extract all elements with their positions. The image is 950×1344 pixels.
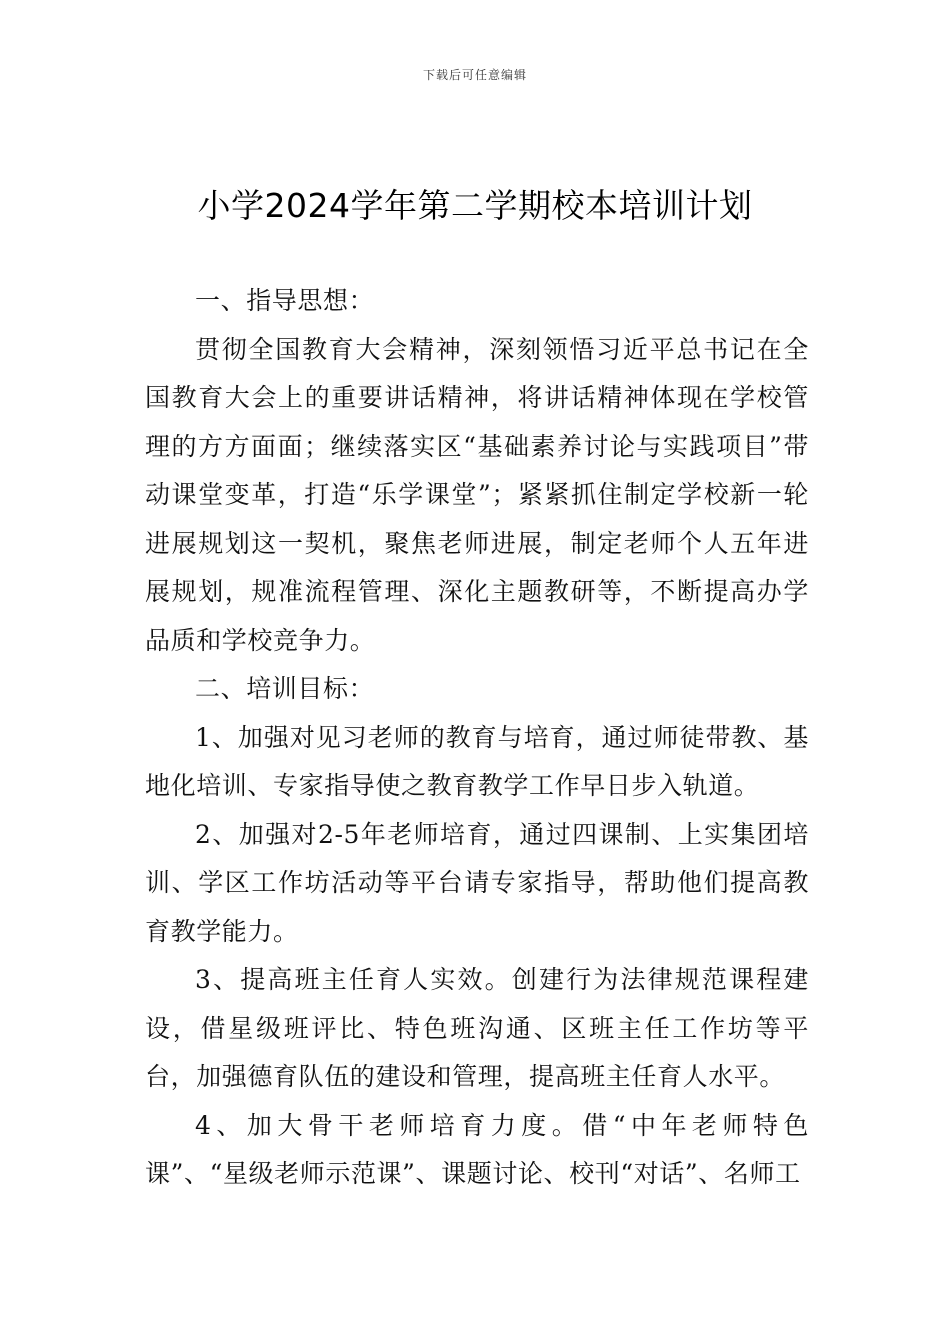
paragraph-guiding-thought: 贯彻全国教育大会精神，深刻领悟习近平总书记在全国教育大会上的重要讲话精神，将讲话精神体现在学校管理的方方面面；继续落实区“基础素养讨论与实践项目”带动课堂变革，打造“乐学课堂”；紧紧抓住制定学校新一轮进展规划这一契机，聚焦老师进展，制定老师个人五年进展规划，规准流程管理、深化主题教研等，不断提高办学品质和学校竞争力。 (145, 334, 809, 655)
paragraph-goal-2: 2、加强对2-5年老师培育，通过四课制、上实集团培训、学区工作坊活动等平台请专家指导，帮助他们提高教育教学能力。 (145, 819, 809, 946)
paragraph-goal-4: 4、加大骨干老师培育力度。借“中年老师特色课”、“星级老师示范课”、课题讨论、校刊“对话”、名师工 (145, 1110, 809, 1188)
section-heading-guiding-thought: 一、指导思想： (195, 286, 375, 315)
header-note: 下载后可任意编辑 (422, 68, 527, 82)
document-body (145, 277, 809, 1199)
paragraph-goal-1: 1、加强对见习老师的教育与培育，通过师徒带教、基地化培训、专家指导使之教育教学工作早日步入轨道。 (145, 722, 809, 800)
section-heading-training-goals: 二、培训目标： (195, 674, 375, 703)
document-title: 小学2024学年第二学期校本培训计划 (197, 186, 753, 225)
paragraph-goal-3: 3、提高班主任育人实效。创建行为法律规范课程建设，借星级班评比、特色班沟通、区班主任工作坊等平台，加强德育队伍的建设和管理，提高班主任育人水平。 (145, 965, 809, 1091)
